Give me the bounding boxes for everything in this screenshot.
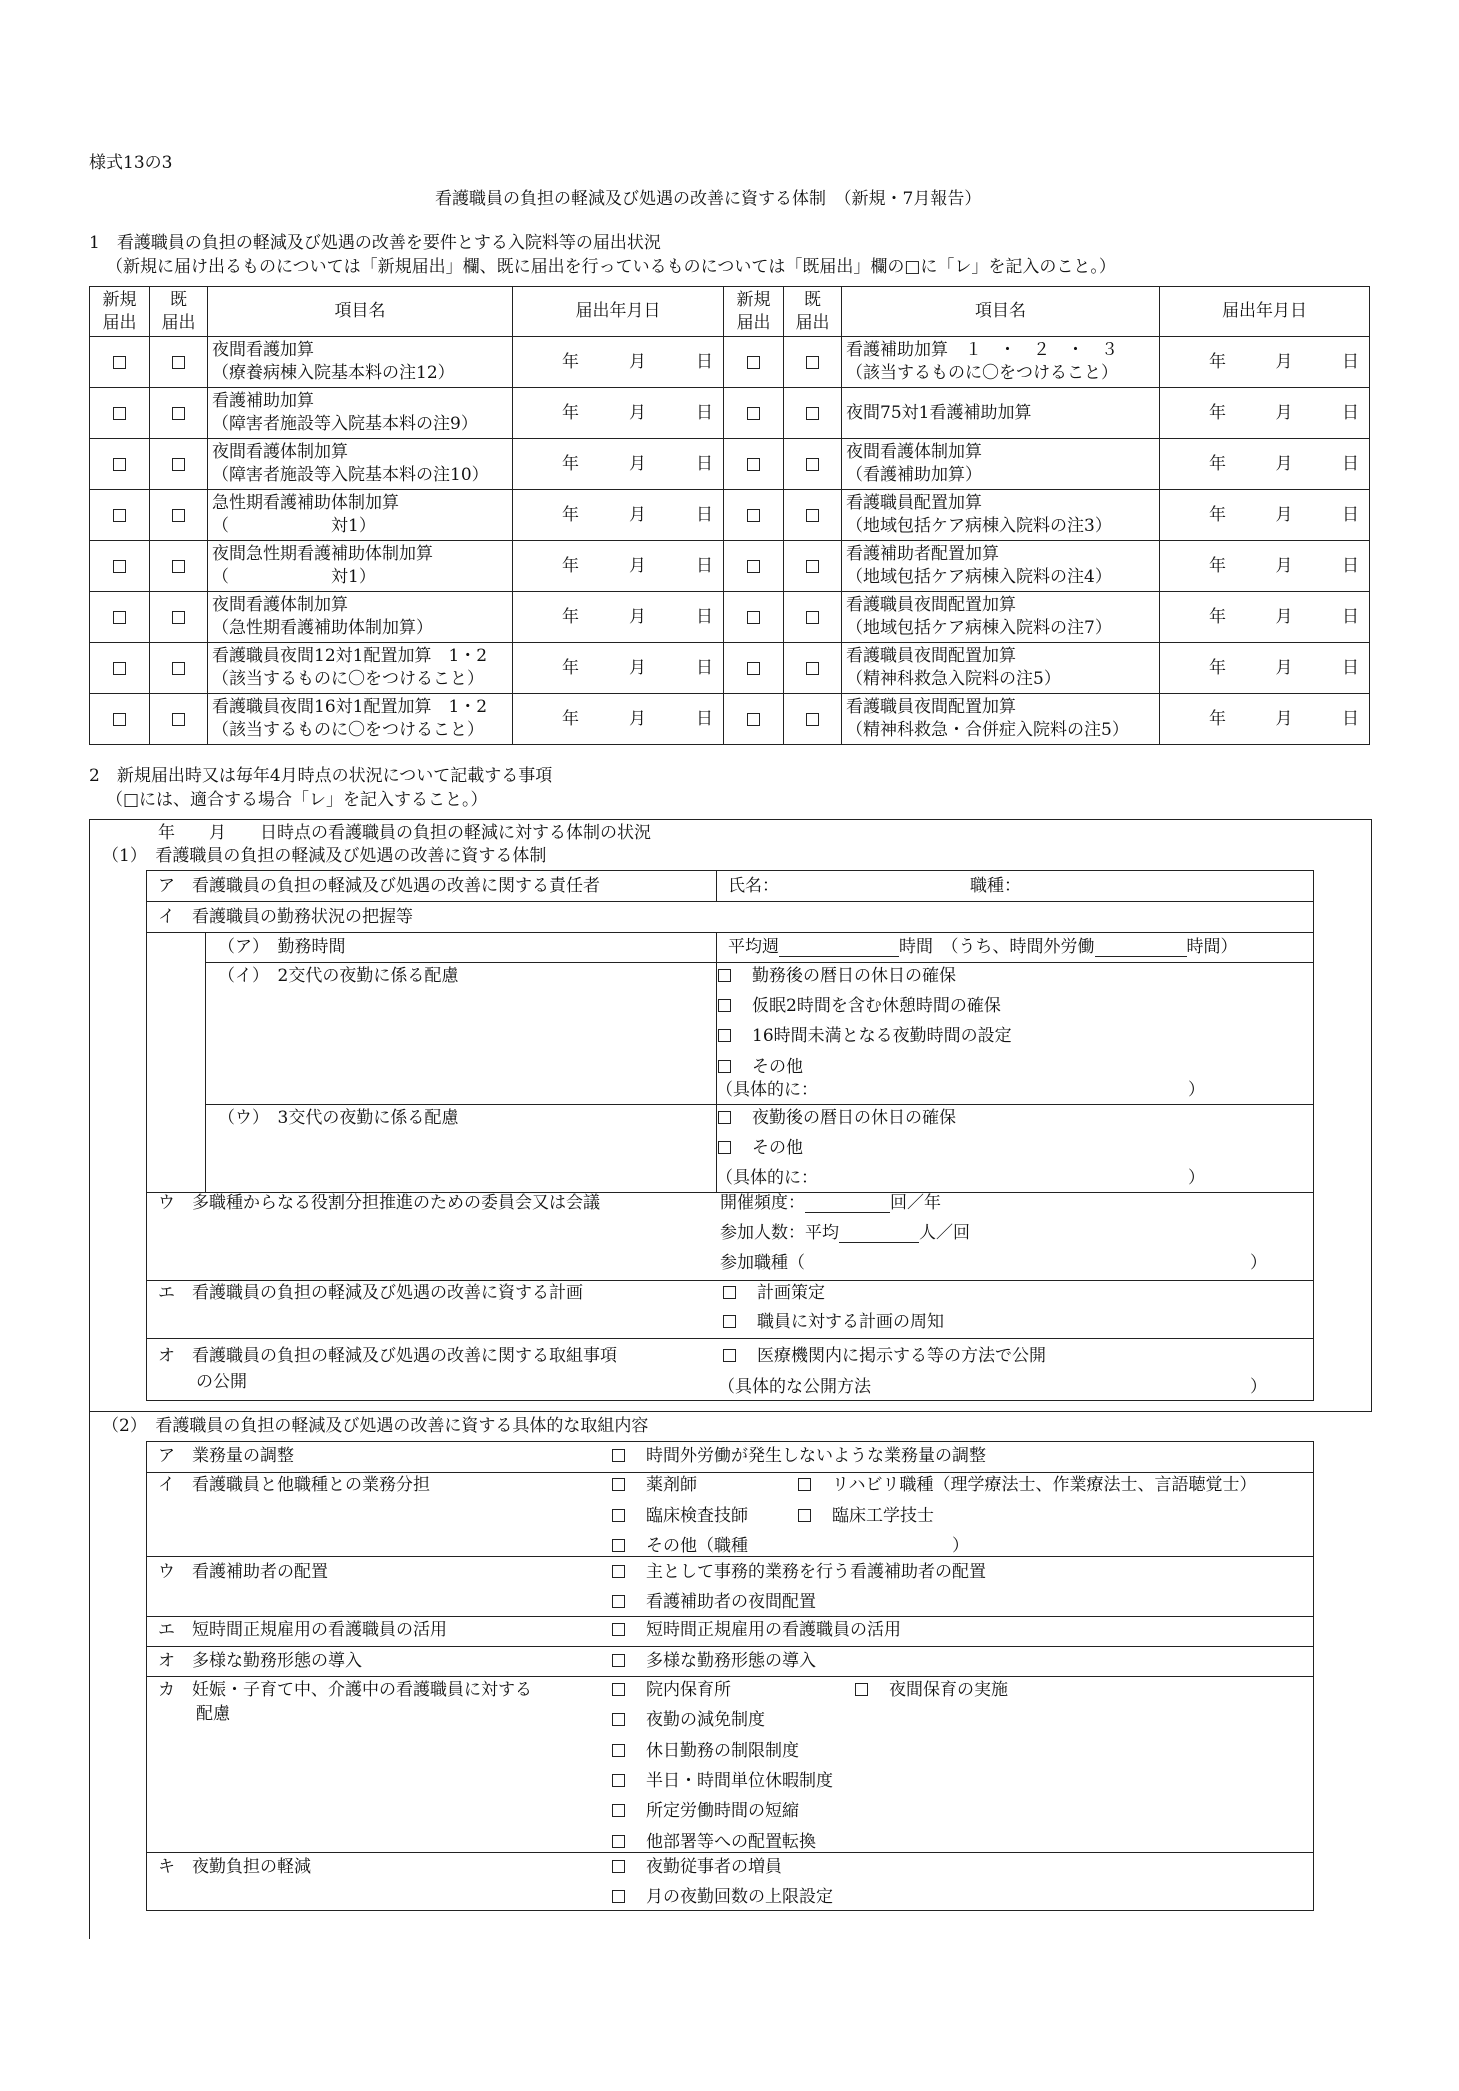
checkbox[interactable] [612,1713,625,1726]
new-checkbox-cell-right [724,439,784,490]
item-name: 看護職員夜間配置加算 [846,595,1016,615]
date-cell-right[interactable] [1160,592,1370,643]
col-header-item-right: 項目名 [842,287,1160,337]
date-unit: 日 [696,657,713,678]
table-row [90,439,1370,490]
p2-i-opt-4-close: ） [952,1536,969,1556]
item-cell-right [842,490,1160,541]
item-cell-right [842,643,1160,694]
date-unit: 月 [1275,708,1293,729]
date-unit: 年 [1209,606,1226,627]
col-header-new: 新規 届出 [90,287,150,337]
date-unit: 日 [1342,657,1359,678]
checkbox[interactable] [113,458,126,471]
col-header-item: 項目名 [208,287,513,337]
p2-e-opt: 短時間正規雇用の看護職員の活用 [646,1620,901,1640]
p1-ic-opt-0: 夜勤後の暦日の休日の確保 [752,1108,956,1128]
p2-u-label: ウ 看護補助者の配置 [158,1562,328,1582]
checkbox[interactable] [172,713,185,726]
date-cell[interactable] [513,694,724,745]
item-subtext: （急性期看護補助体制加算） [212,618,433,638]
status-date-line: 年 月 日時点の看護職員の負担の軽減に対する体制の状況 [158,823,651,843]
new-checkbox-cell [90,337,150,388]
date-unit: 年 [562,402,579,423]
table-row [90,541,1370,592]
notification-status-table [89,286,1370,745]
date-unit: 年 [1209,453,1226,474]
checkbox[interactable] [747,407,760,420]
new-checkbox-cell-right [724,337,784,388]
checkbox[interactable] [798,1478,811,1491]
p1-u-frequency: 開催頻度： 回／年 [720,1193,941,1213]
page-title: 看護職員の負担の軽減及び処遇の改善に資する体制 （新規・7月報告） [435,189,982,209]
item-subtext: （ 対1） [212,516,376,536]
existing-checkbox-cell [150,337,208,388]
p1-e-label: エ 看護職員の負担の軽減及び処遇の改善に資する計画 [158,1283,583,1303]
item-subtext: （療養病棟入院基本料の注12） [212,363,455,383]
p2-i-opt-1: リハビリ職種（理学療法士、作業療法士、言語聴覚士） [832,1475,1257,1495]
p1-ia-label: （ア） 勤務時間 [218,937,346,957]
checkbox[interactable] [612,1478,625,1491]
checkbox[interactable] [612,1595,625,1608]
form-number: 様式13の3 [89,153,173,173]
checkbox[interactable] [723,1286,736,1299]
checkbox[interactable] [612,1890,625,1903]
checkbox[interactable] [612,1449,625,1462]
checkbox[interactable] [612,1683,625,1696]
table-row [90,388,1370,439]
table-row [90,337,1370,388]
item-cell [208,541,513,592]
date-unit: 年 [1209,504,1226,525]
date-unit: 月 [1275,351,1293,372]
existing-checkbox-cell [150,643,208,694]
date-unit: 日 [1342,606,1359,627]
p1-o-detail: （具体的な公開方法 [718,1377,871,1397]
p1-a-label: ア 看護職員の負担の軽減及び処遇の改善に関する責任者 [158,876,600,896]
item-name: 夜間看護体制加算 [846,442,982,462]
checkbox[interactable] [612,1835,625,1848]
new-checkbox-cell [90,694,150,745]
p2-i-label: イ 看護職員と他職種との業務分担 [158,1475,430,1495]
date-cell-right[interactable] [1160,694,1370,745]
p1-ib-opt-2: 16時間未満となる夜勤時間の設定 [752,1026,1012,1046]
item-subtext: （地域包括ケア病棟入院料の注3） [846,516,1112,536]
p1-a-job-label: 職種： [970,876,1021,896]
existing-checkbox-cell-right [784,439,842,490]
item-cell-right [842,439,1160,490]
date-unit: 月 [629,555,646,576]
item-subtext: （該当するものに〇をつけること） [846,363,1118,383]
checkbox[interactable] [172,560,185,573]
p1-o-detail-close: ） [1250,1377,1267,1397]
date-cell-right[interactable] [1160,439,1370,490]
p1-ia-hours: 平均週 時間 （うち、時間外労働 時間） [728,937,1238,957]
existing-checkbox-cell [150,490,208,541]
checkbox[interactable] [747,356,760,369]
checkbox[interactable] [747,509,760,522]
date-unit: 日 [1342,555,1359,576]
new-checkbox-cell-right [724,592,784,643]
p2-ka-opt-0: 院内保育所 [646,1680,731,1700]
date-unit: 月 [1275,402,1293,423]
date-cell[interactable] [513,643,724,694]
item-cell [208,439,513,490]
date-unit: 年 [1209,351,1226,372]
checkbox[interactable] [612,1565,625,1578]
date-cell[interactable] [513,541,724,592]
checkbox[interactable] [113,611,126,624]
new-checkbox-cell [90,388,150,439]
existing-checkbox-cell-right [784,541,842,592]
new-checkbox-cell [90,490,150,541]
p2-u-opt-0: 主として事務的業務を行う看護補助者の配置 [646,1562,986,1582]
checkbox[interactable] [806,611,819,624]
existing-checkbox-cell-right [784,337,842,388]
date-cell[interactable] [513,592,724,643]
checkbox[interactable] [172,509,185,522]
item-cell-right [842,388,1160,439]
date-unit: 年 [1209,402,1226,423]
p1-u-jobs-close: ） [1250,1253,1267,1273]
section2-heading: 2 新規届出時又は毎年4月時点の状況について記載する事項 [89,766,553,786]
date-unit: 月 [629,708,646,729]
section1-note: （新規に届け出るものについては「新規届出」欄、既に届出を行っているものについては「既届出」欄の□に「レ」を記入のこと。） [106,257,1116,277]
p1-ic-opt-1: その他 [752,1138,803,1158]
p2-o-label: オ 多様な勤務形態の導入 [158,1651,362,1671]
checkbox[interactable] [723,1349,736,1362]
item-cell-right [842,337,1160,388]
checkbox[interactable] [612,1774,625,1787]
date-unit: 月 [629,504,646,525]
date-cell[interactable] [513,337,724,388]
date-unit: 年 [562,453,579,474]
checkbox[interactable] [612,1654,625,1667]
date-cell[interactable] [513,439,724,490]
checkbox[interactable] [855,1683,868,1696]
p2-ka-opt-4: 半日・時間単位休暇制度 [646,1771,833,1791]
item-subtext: （精神科救急入院料の注5） [846,669,1061,689]
existing-checkbox-cell-right [784,694,842,745]
checkbox[interactable] [612,1623,625,1636]
checkbox[interactable] [172,407,185,420]
table-row [90,694,1370,745]
checkbox[interactable] [172,662,185,675]
p2-ka-label-cont: 配慮 [196,1704,230,1724]
item-cell-right [842,592,1160,643]
p1-ib-detail-close: ） [1188,1080,1205,1100]
item-name: 看護補助者配置加算 [846,544,999,564]
checkbox[interactable] [113,509,126,522]
new-checkbox-cell-right [724,388,784,439]
p1-e-opt-0: 計画策定 [757,1283,825,1303]
col-header-new-right: 新規 届出 [724,287,784,337]
p1-e-opt-1: 職員に対する計画の周知 [757,1312,944,1332]
checkbox[interactable] [113,407,126,420]
existing-checkbox-cell [150,439,208,490]
table-row [90,643,1370,694]
date-unit: 年 [1209,708,1226,729]
checkbox[interactable] [718,1029,731,1042]
date-unit: 日 [696,708,713,729]
new-checkbox-cell-right [724,694,784,745]
checkbox[interactable] [806,713,819,726]
new-checkbox-cell [90,541,150,592]
checkbox[interactable] [612,1744,625,1757]
date-unit: 月 [629,657,646,678]
p1-ib-label: （イ） 2交代の夜勤に係る配慮 [218,966,459,986]
p2-a-opt: 時間外労働が発生しないような業務量の調整 [646,1446,986,1466]
item-cell [208,694,513,745]
date-unit: 日 [696,453,713,474]
date-cell-right[interactable] [1160,490,1370,541]
new-checkbox-cell-right [724,490,784,541]
date-unit: 月 [1275,606,1293,627]
checkbox[interactable] [172,611,185,624]
checkbox[interactable] [747,713,760,726]
date-unit: 日 [696,402,713,423]
p1-o-opt: 医療機関内に掲示する等の方法で公開 [757,1346,1046,1366]
new-checkbox-cell [90,643,150,694]
item-subtext: （該当するものに〇をつけること） [212,720,484,740]
item-subtext: （地域包括ケア病棟入院料の注7） [846,618,1112,638]
new-checkbox-cell [90,592,150,643]
existing-checkbox-cell [150,541,208,592]
p1-ib-detail: （具体的に： [716,1080,818,1100]
existing-checkbox-cell-right [784,592,842,643]
checkbox[interactable] [612,1509,625,1522]
p1-ic-detail-close: ） [1188,1168,1205,1188]
p1-ib-opt-0: 勤務後の暦日の休日の確保 [752,966,956,986]
p2-i-opt-2: 臨床検査技師 [646,1506,748,1526]
date-cell-right[interactable] [1160,643,1370,694]
date-unit: 日 [1342,504,1359,525]
p1-o-label-cont: の公開 [196,1372,247,1392]
date-unit: 月 [1275,555,1293,576]
item-cell [208,592,513,643]
item-subtext: （該当するものに〇をつけること） [212,669,484,689]
checkbox[interactable] [113,713,126,726]
checkbox[interactable] [612,1539,625,1552]
checkbox[interactable] [172,458,185,471]
part2-heading: （2） 看護職員の負担の軽減及び処遇の改善に資する具体的な取組内容 [102,1416,649,1436]
date-cell-right[interactable] [1160,541,1370,592]
date-unit: 日 [696,504,713,525]
p2-i-opt-0: 薬剤師 [646,1475,697,1495]
date-unit: 年 [562,504,579,525]
p2-e-label: エ 短時間正規雇用の看護職員の活用 [158,1620,447,1640]
item-name: 看護職員夜間配置加算 [846,697,1016,717]
col-header-date: 届出年月日 [513,287,724,337]
item-name: 夜間看護体制加算 [212,442,348,462]
p1-o-label: オ 看護職員の負担の軽減及び処遇の改善に関する取組事項 [158,1346,617,1366]
checkbox[interactable] [612,1804,625,1817]
date-unit: 日 [696,351,713,372]
p2-ka-opt-2: 夜勤の減免制度 [646,1710,765,1730]
checkbox[interactable] [612,1860,625,1873]
item-subtext: （障害者施設等入院基本料の注9） [212,414,478,434]
checkbox[interactable] [113,560,126,573]
p2-i-opt-4: その他（職種 [646,1536,748,1556]
checkbox[interactable] [718,1060,731,1073]
date-unit: 年 [562,555,579,576]
date-unit: 日 [696,606,713,627]
existing-checkbox-cell-right [784,643,842,694]
item-name: 看護職員夜間12対1配置加算 1・2 [212,646,488,666]
checkbox[interactable] [806,407,819,420]
table-row [90,490,1370,541]
date-cell[interactable] [513,388,724,439]
col-header-existing-right: 既 届出 [784,287,842,337]
date-unit: 月 [1275,453,1293,474]
checkbox[interactable] [113,356,126,369]
existing-checkbox-cell-right [784,490,842,541]
item-subtext: （ 対1） [212,567,376,587]
new-checkbox-cell [90,439,150,490]
checkbox[interactable] [723,1315,736,1328]
existing-checkbox-cell [150,592,208,643]
date-unit: 年 [1209,555,1226,576]
item-name: 急性期看護補助体制加算 [212,493,399,513]
item-cell [208,388,513,439]
item-cell-right [842,694,1160,745]
p1-a-name-label: 氏名： [728,876,779,896]
date-unit: 月 [1275,504,1293,525]
checkbox[interactable] [798,1509,811,1522]
p2-i-opt-3: 臨床工学技士 [832,1506,934,1526]
date-cell-right[interactable] [1160,388,1370,439]
item-name: 夜間75対1看護補助加算 [846,402,1032,423]
existing-checkbox-cell [150,694,208,745]
checkbox[interactable] [747,458,760,471]
item-subtext: （地域包括ケア病棟入院料の注4） [846,567,1112,587]
date-unit: 月 [629,606,646,627]
checkbox[interactable] [747,560,760,573]
checkbox[interactable] [718,1111,731,1124]
checkbox[interactable] [172,356,185,369]
p1-ib-opt-1: 仮眠2時間を含む休憩時間の確保 [752,996,1001,1016]
item-subtext: （看護補助加算） [846,465,982,485]
p1-u-participants: 参加人数：平均 人／回 [720,1223,970,1243]
section1-heading: 1 看護職員の負担の軽減及び処遇の改善を要件とする入院料等の届出状況 [89,233,661,253]
item-cell-right [842,541,1160,592]
p1-i-label: イ 看護職員の勤務状況の把握等 [158,907,413,927]
item-subtext: （精神科救急・合併症入院料の注5） [846,720,1129,740]
p2-ka-label: カ 妊娠・子育て中、介護中の看護職員に対する [158,1680,532,1700]
date-unit: 月 [629,453,646,474]
checkbox[interactable] [113,662,126,675]
p2-ki-label: キ 夜勤負担の軽減 [158,1857,311,1877]
date-unit: 月 [1275,657,1293,678]
p1-u-jobs: 参加職種（ [720,1253,805,1273]
checkbox[interactable] [718,969,731,982]
item-cell [208,643,513,694]
date-unit: 日 [1342,708,1359,729]
checkbox[interactable] [806,509,819,522]
date-unit: 年 [562,351,579,372]
checkbox[interactable] [747,611,760,624]
date-cell[interactable] [513,490,724,541]
p2-a-label: ア 業務量の調整 [158,1446,294,1466]
date-unit: 日 [1342,402,1359,423]
date-unit: 月 [629,351,646,372]
checkbox[interactable] [806,356,819,369]
item-name: 看護補助加算 １ ・ ２ ・ ３ [846,340,1118,360]
date-cell-right[interactable] [1160,337,1370,388]
date-unit: 日 [1342,453,1359,474]
item-name: 夜間看護体制加算 [212,595,348,615]
p2-o-opt: 多様な勤務形態の導入 [646,1651,816,1671]
section2-note: （□には、適合する場合「レ」を記入すること。） [106,790,488,810]
checkbox[interactable] [806,662,819,675]
checkbox[interactable] [806,458,819,471]
date-unit: 年 [1209,657,1226,678]
item-cell [208,490,513,541]
p2-u-opt-1: 看護補助者の夜間配置 [646,1592,816,1612]
item-name: 看護職員夜間配置加算 [846,646,1016,666]
p2-ka-opt-1: 夜間保育の実施 [889,1680,1008,1700]
p2-ka-opt-5: 所定労働時間の短縮 [646,1801,799,1821]
item-name: 看護職員配置加算 [846,493,982,513]
col-header-date-right: 届出年月日 [1160,287,1370,337]
p2-ka-opt-6: 他部署等への配置転換 [646,1832,816,1852]
item-name: 夜間急性期看護補助体制加算 [212,544,433,564]
new-checkbox-cell-right [724,643,784,694]
date-unit: 日 [696,555,713,576]
item-name: 看護補助加算 [212,391,314,411]
p1-ib-opt-3: その他 [752,1057,803,1077]
item-name: 夜間看護加算 [212,340,314,360]
col-header-existing: 既 届出 [150,287,208,337]
table-header-row [90,287,1370,337]
item-name: 看護職員夜間16対1配置加算 1・2 [212,697,488,717]
p2-ki-opt-0: 夜勤従事者の増員 [646,1857,782,1877]
existing-checkbox-cell [150,388,208,439]
date-unit: 年 [562,606,579,627]
item-cell [208,337,513,388]
date-unit: 年 [562,657,579,678]
item-subtext: （障害者施設等入院基本料の注10） [212,465,489,485]
p1-ic-label: （ウ） 3交代の夜勤に係る配慮 [218,1108,459,1128]
checkbox[interactable] [747,662,760,675]
part1-heading: （1） 看護職員の負担の軽減及び処遇の改善に資する体制 [102,846,547,866]
new-checkbox-cell-right [724,541,784,592]
date-unit: 月 [629,402,646,423]
date-unit: 日 [1342,351,1359,372]
checkbox[interactable] [718,1141,731,1154]
p2-ki-opt-1: 月の夜勤回数の上限設定 [646,1887,833,1907]
date-unit: 年 [562,708,579,729]
table-row [90,592,1370,643]
p1-u-label: ウ 多職種からなる役割分担推進のための委員会又は会議 [158,1193,600,1213]
checkbox[interactable] [718,999,731,1012]
p1-ic-detail: （具体的に： [716,1168,818,1188]
existing-checkbox-cell-right [784,388,842,439]
checkbox[interactable] [806,560,819,573]
p2-ka-opt-3: 休日勤務の制限制度 [646,1741,799,1761]
